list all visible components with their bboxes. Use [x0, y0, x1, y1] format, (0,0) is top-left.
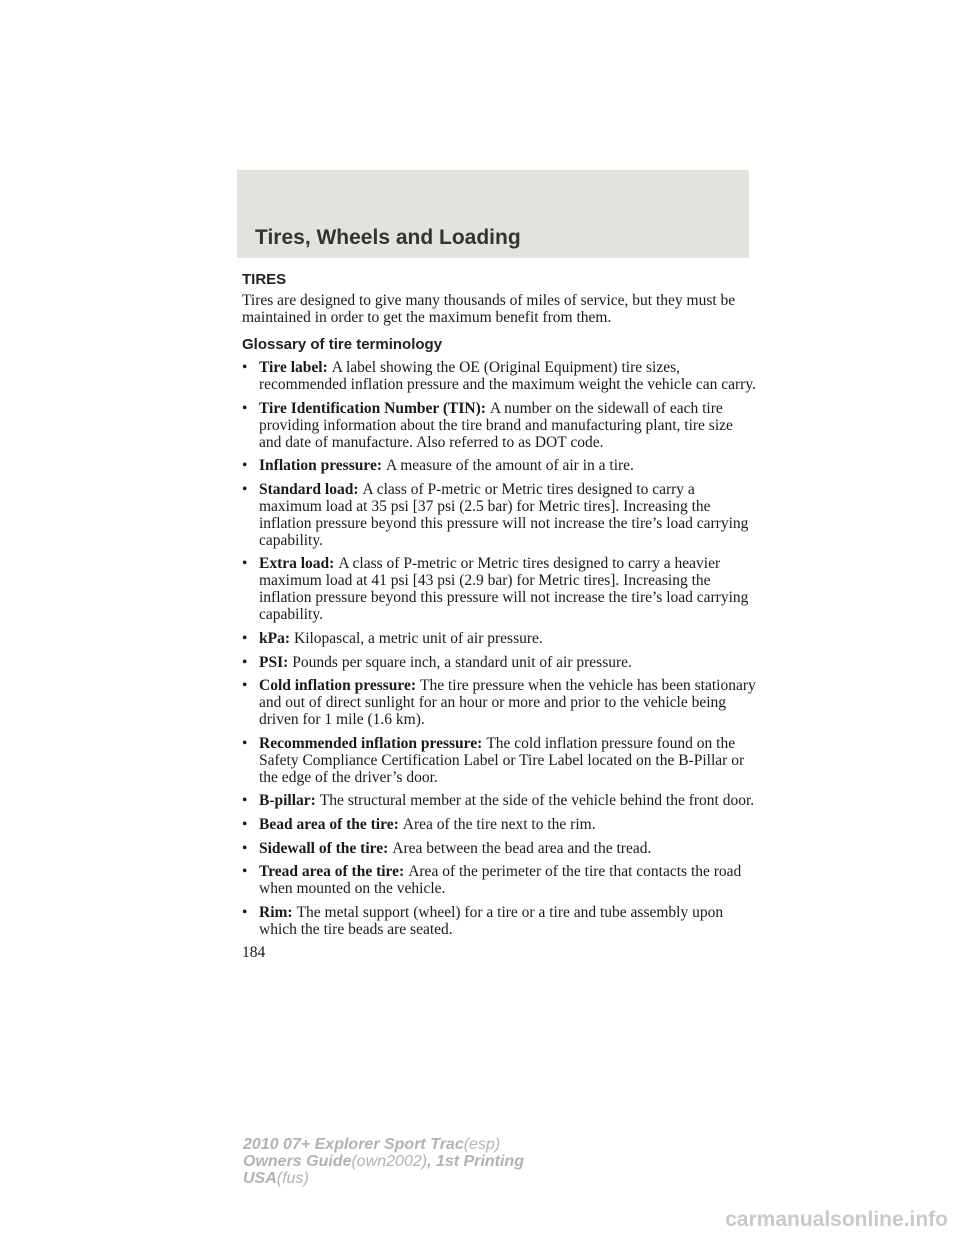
glossary-term: PSI: [259, 653, 289, 671]
glossary-definition: The metal support (wheel) for a tire or a tire and tube assembly upon which the tire beads are seated. [259, 903, 724, 938]
bullet-icon: • [242, 792, 248, 810]
watermark: carmanualsonline.info [725, 1208, 948, 1231]
section-title: Tires, Wheels and Loading [255, 226, 521, 249]
glossary-item [242, 863, 758, 897]
glossary-definition: A class of P-metric or Metric tires designed to carry a maximum load at 35 psi [37 psi (2.5 bar) for Metric tires]. Increasing the inflation pressure beyond this pressure will not increase the tire’s load carrying capability. [259, 480, 749, 549]
glossary-item [242, 735, 758, 786]
bullet-icon: • [242, 863, 248, 881]
glossary-definition: The cold inflation pressure found on the Safety Compliance Certification Label or Tire Label located on the B-Pillar or the edge of the driver’s door. [259, 734, 745, 786]
glossary-item [242, 840, 758, 857]
glossary-term: Tire label: [259, 359, 328, 376]
glossary-term: B-pillar: [259, 792, 316, 810]
bullet-icon: • [242, 815, 248, 833]
footer-printing: , 1st Printing [427, 1153, 524, 1170]
glossary-definition: A number on the sidewall of each tire providing information about the tire brand and manufacturing plant, tire size and date of manufacture. Also referred to as DOT code. [259, 399, 733, 451]
glossary-definition: A measure of the amount of air in a tire. [386, 457, 634, 475]
bullet-icon: • [242, 734, 248, 752]
glossary-term: kPa: [259, 629, 290, 647]
footer-market: USA [243, 1170, 277, 1187]
glossary-item [242, 677, 758, 728]
glossary-definition: Kilopascal, a metric unit of air pressure. [294, 629, 543, 647]
glossary-item [242, 792, 758, 809]
glossary-definition: The structural member at the side of the vehicle behind the front door. [319, 792, 755, 810]
glossary-item [242, 481, 758, 549]
glossary-definition: Pounds per square inch, a standard unit of air pressure. [292, 653, 632, 671]
glossary-term: Inflation pressure: [259, 457, 383, 475]
bullet-icon: • [242, 480, 248, 498]
glossary-term: Sidewall of the tire: [259, 839, 389, 857]
glossary-item [242, 359, 758, 393]
glossary-term: Recommended inflation pressure: [259, 734, 483, 752]
bullet-icon: • [242, 653, 248, 671]
glossary-definition: Area of the perimeter of the tire that contacts the road when mounted on the vehicle. [259, 863, 742, 898]
bullet-icon: • [242, 399, 248, 417]
glossary-item [242, 400, 758, 451]
glossary-item [242, 816, 758, 833]
bullet-icon: • [242, 839, 248, 857]
footer-print-info [243, 1136, 524, 1187]
glossary-item [242, 555, 758, 623]
footer-guide: Owners Guide [243, 1153, 352, 1170]
glossary-item [242, 904, 758, 938]
glossary-definition: The tire pressure when the vehicle has been stationary and out of direct sunlight for an hour or more and prior to the vehicle being driven for 1 mile (1.6 km). [259, 677, 756, 729]
glossary-definition: Area of the tire next to the rim. [402, 815, 596, 833]
footer-vehicle-code: (esp) [463, 1136, 501, 1153]
footer-vehicle: 2010 07+ Explorer Sport Trac [243, 1136, 464, 1153]
glossary-definition: Area between the bead area and the tread. [392, 839, 652, 857]
bullet-icon: • [242, 903, 248, 921]
glossary-term: Tread area of the tire: [259, 863, 405, 881]
glossary-term: Rim: [259, 903, 293, 921]
glossary-item [242, 457, 758, 474]
footer-guide-code: (own2002) [351, 1153, 428, 1170]
glossary-term: Extra load: [259, 555, 335, 573]
tires-heading: TIRES [242, 271, 287, 288]
glossary-term: Tire Identification Number (TIN): [259, 399, 486, 417]
glossary-item [242, 630, 758, 647]
bullet-icon: • [242, 629, 248, 647]
bullet-icon: • [242, 359, 248, 376]
intro-paragraph: Tires are designed to give many thousands of miles of service, but they must be maintained in order to get the maximum benefit from them. [242, 292, 736, 326]
page-content [242, 271, 758, 962]
glossary-list [242, 359, 758, 938]
glossary-heading: Glossary of tire terminology [242, 336, 443, 353]
glossary-item [242, 654, 758, 671]
glossary-term: Bead area of the tire: [259, 815, 399, 833]
bullet-icon: • [242, 457, 248, 475]
footer-market-code: (fus) [276, 1170, 309, 1187]
glossary-term: Cold inflation pressure: [259, 677, 417, 695]
glossary-definition: A class of P-metric or Metric tires designed to carry a heavier maximum load at 41 psi [43 psi (2.9 bar) for Metric tires]. Increasing the inflation pressure beyond this pressure will not increase the tire’s load carrying capability. [259, 555, 749, 624]
bullet-icon: • [242, 555, 248, 573]
page-number: 184 [242, 944, 266, 962]
glossary-definition: A label showing the OE (Original Equipment) tire sizes, recommended inflation pressure and the maximum weight the vehicle can carry. [259, 359, 756, 393]
glossary-term: Standard load: [259, 480, 359, 498]
bullet-icon: • [242, 677, 248, 695]
